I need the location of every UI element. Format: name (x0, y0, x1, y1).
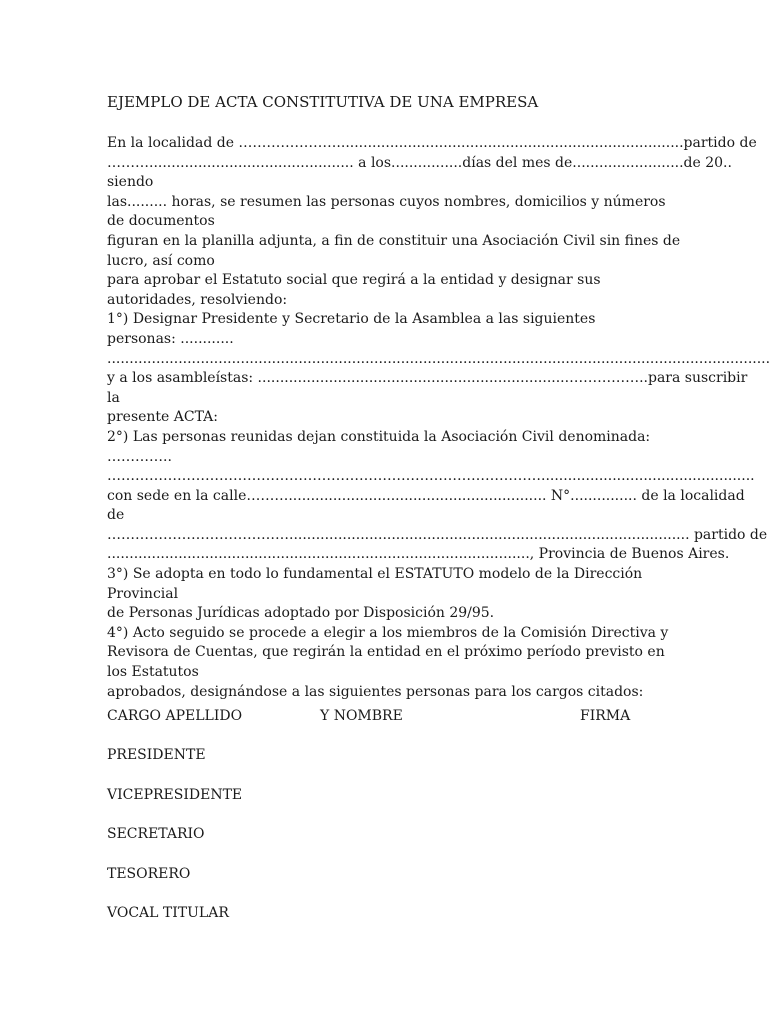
body-line: ..................................................................................................................................................... (107, 350, 770, 367)
roles-list (107, 745, 242, 943)
body-line: la (107, 389, 120, 406)
body-line: ………….. (107, 448, 172, 465)
body-line: figuran en la planilla adjunta, a fin de constituir una Asociación Civil sin fines de (107, 232, 681, 249)
body-line: aprobados, designándose a las siguientes personas para los cargos citados: (107, 683, 644, 700)
role-vocal-titular: VOCAL TITULAR (107, 905, 229, 922)
role-tesorero: TESORERO (107, 865, 191, 882)
body-line: los Estatutos (107, 664, 199, 681)
role-presidente: PRESIDENTE (107, 747, 206, 763)
body-line: personas: ............ (107, 330, 234, 347)
body-line: lucro, así como (107, 252, 215, 269)
table-header-nombre: Y NOMBRE (320, 708, 403, 724)
body-line: ……….............................................. a los................días del mes de.........................de 20.. (107, 154, 732, 171)
role-secretario: SECRETARIO (107, 826, 205, 843)
role-vicepresidente: VICEPRESIDENTE (107, 786, 243, 803)
body-line: …………………………………………………………………………………................................................ (107, 468, 755, 485)
body-line: En la localidad de …………………..............................................................................partido de (107, 135, 757, 151)
body-line: siendo (107, 174, 154, 191)
body-line: 3°) Se adopta en todo lo fundamental el ESTATUTO modelo de la Dirección (107, 566, 643, 583)
body-line: presente ACTA: (107, 409, 219, 426)
body-line: con sede en la calle……….......................................................... N°............... de la localidad (107, 487, 745, 504)
body-line: 4°) Acto seguido se procede a elegir a los miembros de la Comisión Directiva y (107, 624, 669, 641)
body-line: ..............................................................................................., Provincia de Buenos Aires. (107, 546, 730, 563)
body-line: Provincial (107, 585, 179, 602)
body-line: Revisora de Cuentas, que regirán la entidad en el próximo período previsto en (107, 644, 665, 661)
document-title: EJEMPLO DE ACTA CONSTITUTIVA DE UNA EMPRESA (107, 93, 539, 111)
body-line: y a los asambleístas: ......................................................................……………..para suscribir (107, 370, 748, 387)
body-line: de documentos (107, 213, 215, 230)
table-header-firma: FIRMA (580, 708, 631, 724)
document-body (107, 134, 770, 702)
body-line: 1°) Designar Presidente y Secretario de la Asamblea a las siguientes (107, 311, 596, 328)
body-line: de (107, 507, 125, 524)
body-line: las......... horas, se resumen las personas cuyos nombres, domicilios y números (107, 193, 666, 210)
body-line: para aprobar el Estatuto social que regirá a la entidad y designar sus (107, 272, 601, 289)
body-line: autoridades, resolviendo: (107, 291, 288, 308)
body-line: de Personas Jurídicas adoptado por Disposición 29/95. (107, 605, 495, 622)
table-header-cargo-apellido: CARGO APELLIDO (107, 708, 243, 724)
body-line: ………………………………….......................................................................................... partido de (107, 526, 768, 543)
body-line: 2°) Las personas reunidas dejan constituida la Asociación Civil denominada: (107, 428, 651, 445)
